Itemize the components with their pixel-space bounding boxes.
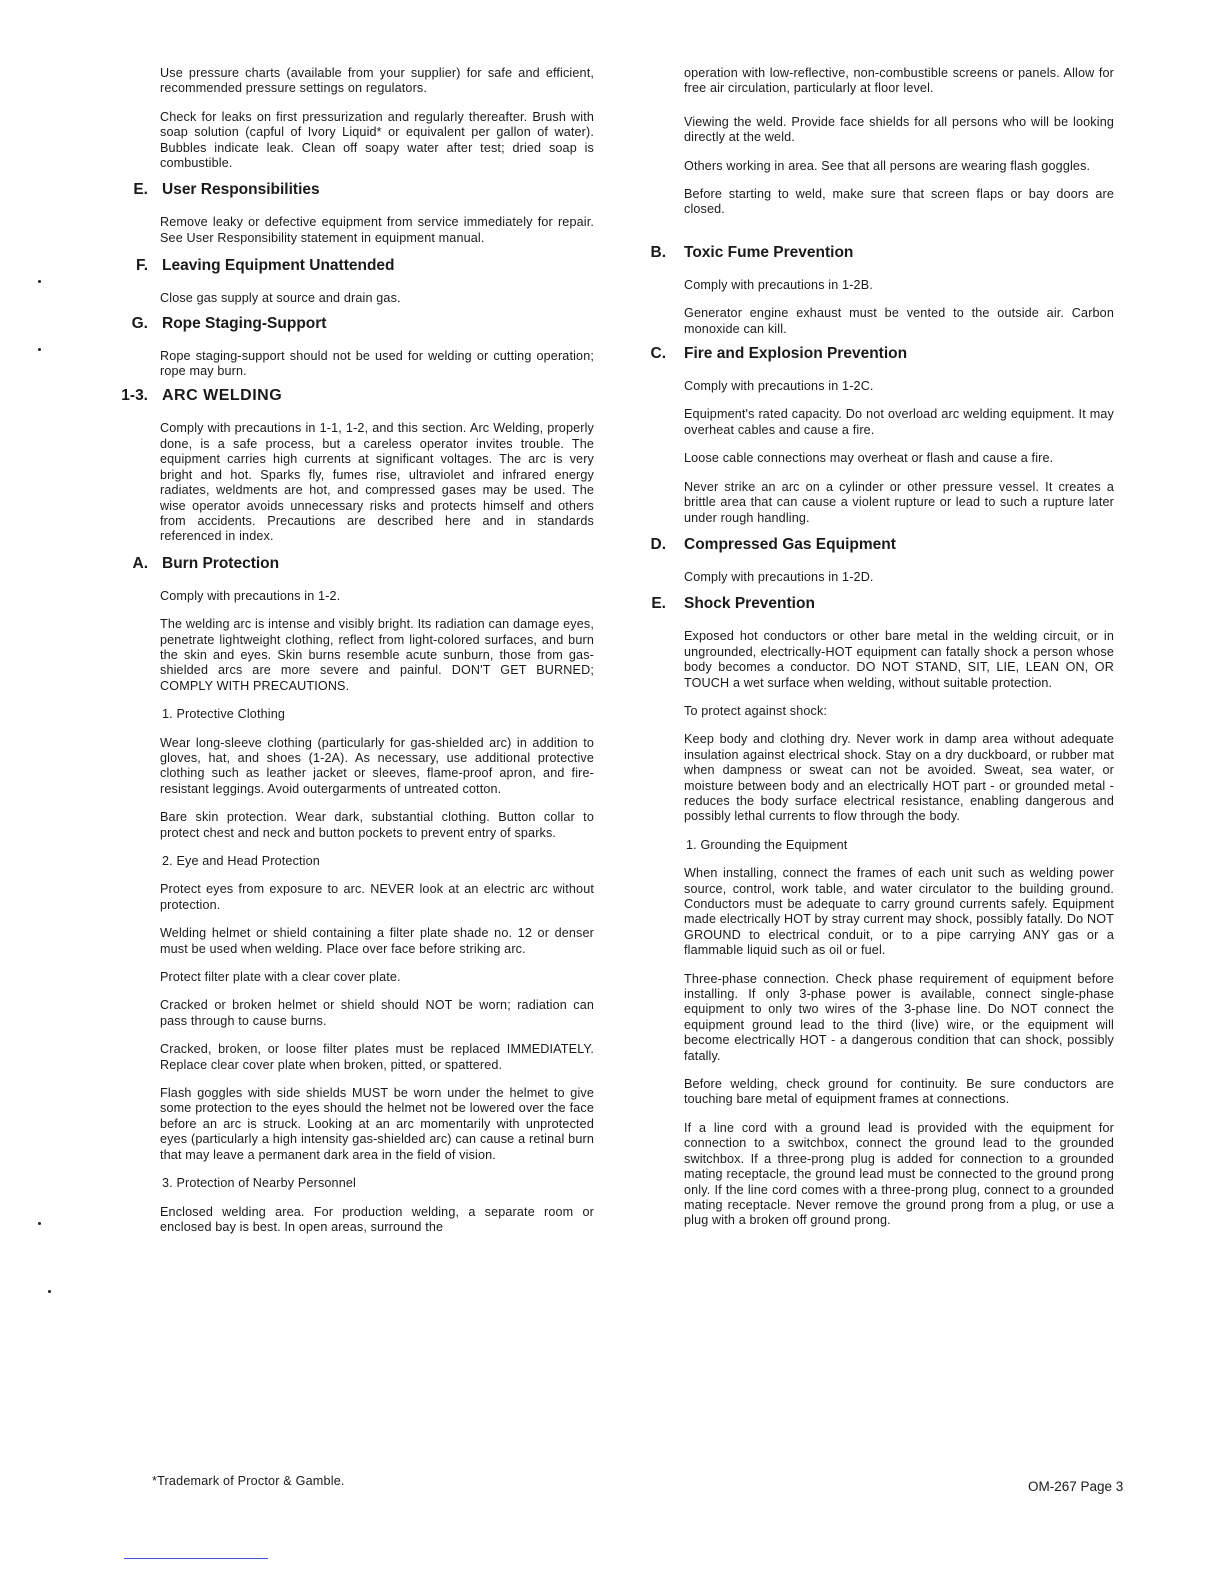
paragraph: Comply with precautions in 1-1, 1-2, and this section. Arc Welding, properly done, is a safe process, but a careless operator invites trouble. The equipment carries high currents at significant voltages. The arc is very bright and hot. Sparks fly, fumes rise, ultraviolet and infrared energy radiates, weldments are hot, and compressed gases may be used. The wise operator avoids unnecessary risks and protects himself and others from accidents. Precautions are described here and in standards referenced in index. [160, 421, 594, 544]
paragraph: To protect against shock: [684, 703, 828, 718]
scan-speck [48, 1290, 51, 1293]
paragraph: Cracked or broken helmet or shield should NOT be worn; radiation can pass through to cause burns. [160, 998, 594, 1028]
paragraph: Check for leaks on first pressurization and regularly thereafter. Brush with soap solution (capful of Ivory Liquid* or equivalent per gallon of water). Bubbles indicate leak. Clean off soapy water after test; dried soap is combustible. [160, 109, 594, 171]
paragraph: operation with low-reflective, non-combustible screens or panels. Allow for free air circulation, particularly at floor level. [684, 66, 1114, 96]
section-title: Shock Prevention [684, 595, 815, 613]
section-title: Rope Staging-Support [162, 314, 327, 332]
section-label: F. [135, 257, 148, 275]
section-label: 1-3. [121, 387, 148, 405]
paragraph: Exposed hot conductors or other bare metal in the welding circuit, or in ungrounded, electrically-HOT equipment can fatally shock a person whose body becomes a conductor. DO NOT STAND, SIT, LIE, LEAN ON, OR TOUCH a wet surface when welding, without suitable protection. [684, 629, 1114, 690]
left-column [112, 66, 594, 1248]
right-column [648, 66, 1114, 1242]
subheading: 1. Protective Clothing [162, 707, 286, 722]
paragraph: Comply with precautions in 1-2B. [684, 277, 873, 292]
paragraph: Remove leaky or defective equipment from service immediately for repair. See User Responsibility statement in equipment manual. [160, 215, 594, 245]
paragraph: When installing, connect the frames of each unit such as welding power source, control, work table, and water circulator to the building ground. Conductors must be adequate to carry ground currents safely. Equipment made electrically HOT by stray current may shock, possibly fatally. Do NOT GROUND to electrical conduit, or to a pipe carrying ANY gas or a flammable liquid such as oil or fuel. [684, 866, 1114, 958]
paragraph: Bare skin protection. Wear dark, substantial clothing. Button collar to protect chest and neck and button pockets to prevent entry of sparks. [160, 810, 594, 840]
paragraph: Before starting to weld, make sure that screen flaps or bay doors are closed. [684, 187, 1114, 217]
section-title: Toxic Fume Prevention [684, 243, 854, 261]
section-label: C. [650, 345, 666, 363]
section-heading-fire-explosion [648, 345, 1114, 367]
paragraph: Generator engine exhaust must be vented to the outside air. Carbon monoxide can kill. [684, 306, 1114, 336]
section-heading-leaving-equipment [112, 257, 594, 279]
paragraph: Three-phase connection. Check phase requirement of equipment before installing. If only 3-phase power is available, connect single-phase equipment to only two wires of the 3-phase line. Do NOT connect the equipment ground lead to the third (live) wire, or the equipment will become electrically HOT - a dangerous condition that can shock, possibly fatally. [684, 971, 1114, 1063]
paragraph: If a line cord with a ground lead is provided with the equipment for connection to a switchbox, connect the ground lead to the grounded switchbox. If a three-prong plug is added for connection to a grounded mating receptacle, the ground lead must be connected to the ground prong only. If the line cord comes with a three-prong plug, connect to a grounded mating receptacle. Never remove the ground prong from a plug, or use a plug with a broken off ground prong. [684, 1120, 1114, 1228]
section-label: E. [651, 595, 666, 613]
section-label: B. [650, 243, 666, 261]
section-label: E. [133, 181, 148, 199]
scan-speck [38, 348, 41, 351]
paragraph: Enclosed welding area. For production welding, a separate room or enclosed bay is best. In open areas, surround the [160, 1204, 594, 1234]
paragraph: Viewing the weld. Provide face shields for all persons who will be looking directly at the weld. [684, 114, 1114, 145]
scan-speck [38, 280, 41, 283]
paragraph: Comply with precautions in 1-2. [160, 588, 341, 603]
section-title: Burn Protection [162, 554, 280, 572]
paragraph: Close gas supply at source and drain gas. [160, 291, 401, 306]
section-title: Leaving Equipment Unattended [162, 257, 395, 275]
paragraph: Never strike an arc on a cylinder or other pressure vessel. It creates a brittle area that can cause a violent rupture or lead to such a rupture later under rough handling. [684, 479, 1114, 525]
section-label: G. [131, 314, 148, 332]
paragraph: Wear long-sleeve clothing (particularly for gas-shielded arc) in addition to gloves, hat, and shoes (1-2A). As necessary, use additional protective clothing such as leather jacket or sleeves, flame-proof apron, and fire-resistant leggings. Avoid outergarments of untreated cotton. [160, 735, 594, 796]
section-title: ARC WELDING [162, 387, 283, 405]
paragraph: Keep body and clothing dry. Never work in damp area without adequate insulation against electrical shock. Stay on a dry duckboard, or rubber mat when dampness or sweat can not be avoided. Sweat, sea water, or moisture between body and an electrically HOT part - or grounded metal - reduces the body surface electrical resistance, enabling dangerous and possibly lethal currents to flow through the body. [684, 732, 1114, 824]
paragraph: Protect eyes from exposure to arc. NEVER look at an electric arc without protection. [160, 882, 594, 912]
paragraph: Comply with precautions in 1-2C. [684, 379, 874, 394]
scan-speck [38, 1222, 41, 1225]
section-label: A. [132, 554, 148, 572]
paragraph: Comply with precautions in 1-2D. [684, 569, 874, 584]
paragraph: Use pressure charts (available from your supplier) for safe and efficient, recommended pressure settings on regulators. [160, 66, 594, 96]
paragraph: Equipment's rated capacity. Do not overload arc welding equipment. It may overheat cables and cause a fire. [684, 407, 1114, 437]
section-heading-burn-protection [112, 555, 594, 577]
section-title: User Responsibilities [162, 181, 320, 199]
subheading: 2. Eye and Head Protection [162, 854, 320, 868]
paragraph: Loose cable connections may overheat or flash and cause a fire. [684, 451, 1054, 466]
paragraph: Welding helmet or shield containing a filter plate shade no. 12 or denser must be used when welding. Place over face before striking arc. [160, 926, 594, 956]
page-number: OM-267 Page 3 [1028, 1479, 1124, 1494]
section-title: Compressed Gas Equipment [684, 535, 896, 553]
paragraph: Before welding, check ground for continuity. Be sure conductors are touching bare metal of equipment frames at connections. [684, 1077, 1114, 1107]
section-heading-toxic-fume [648, 244, 1114, 266]
section-heading-compressed-gas [648, 536, 1114, 558]
section-label: D. [650, 535, 666, 553]
subheading: 1. Grounding the Equipment [686, 837, 848, 852]
paragraph: The welding arc is intense and visibly bright. Its radiation can damage eyes, penetrate lightweight clothing, reflect from light-colored surfaces, and burn the skin and eyes. Skin burns resemble acute sunburn, those from gas-shielded arcs are more severe and painful. DON'T GET BURNED; COMPLY WITH PRECAUTIONS. [160, 617, 594, 693]
paragraph: Cracked, broken, or loose filter plates must be replaced IMMEDIATELY. Replace clear cover plate when broken, pitted, or spattered. [160, 1042, 594, 1072]
paragraph: Protect filter plate with a clear cover plate. [160, 970, 401, 985]
section-heading-rope-staging [112, 315, 594, 337]
subheading: 3. Protection of Nearby Personnel [162, 1176, 356, 1191]
section-heading-user-responsibilities [112, 181, 594, 203]
section-heading-shock-prevention [648, 595, 1114, 617]
section-title: Fire and Explosion Prevention [684, 345, 908, 363]
paragraph: Flash goggles with side shields MUST be worn under the helmet to give some protection to the eyes should the helmet not be lowered over the face before an arc is struck. Looking at an arc momentarily with unprotected eyes (particularly a high intensity gas-shielded arc) can cause a retinal burn that may leave a permanent dark area in the field of vision. [160, 1086, 594, 1162]
paragraph: Rope staging-support should not be used for welding or cutting operation; rope may burn. [160, 348, 594, 379]
footer-link-rule [124, 1558, 268, 1559]
footnote: *Trademark of Proctor & Gamble. [152, 1474, 345, 1488]
section-heading-arc-welding [112, 387, 594, 409]
paragraph: Others working in area. See that all persons are wearing flash goggles. [684, 158, 1091, 173]
